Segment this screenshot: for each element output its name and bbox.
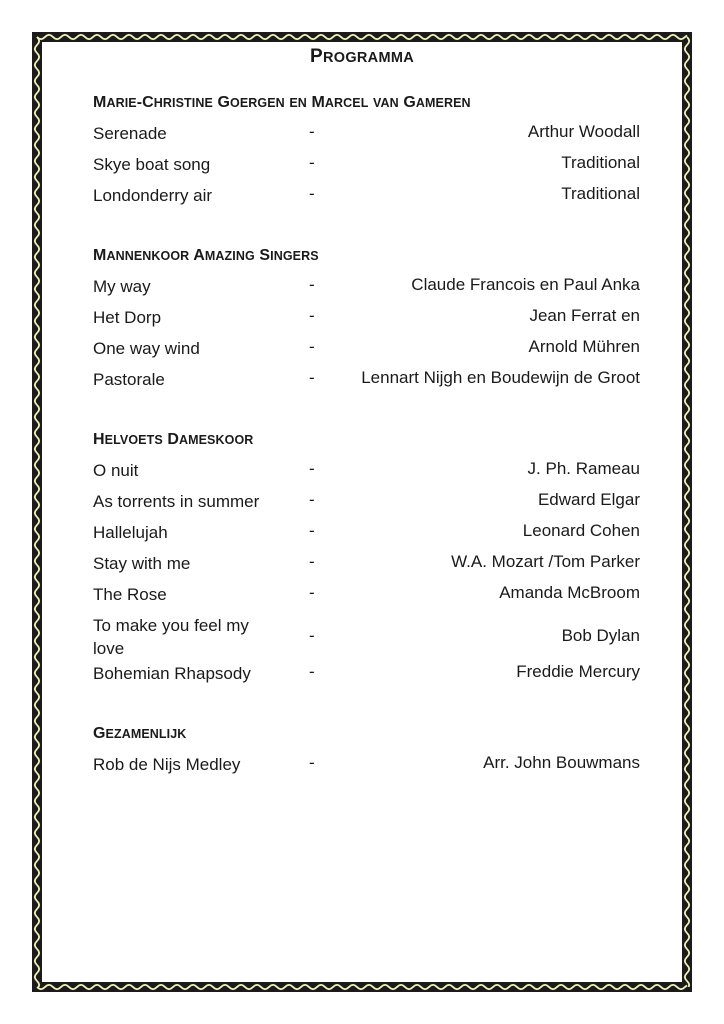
song-title: One way wind [93, 339, 200, 358]
composer: W.A. Mozart /Tom Parker [451, 552, 640, 571]
section-heading: HELVOETS DAMESKOOR [93, 431, 254, 448]
programme-item [93, 521, 640, 552]
programme-item [93, 153, 640, 184]
separator-dash: - [309, 275, 315, 294]
song-title: Pastorale [93, 370, 165, 389]
section-heading: MARIE-CHRISTINE GOERGEN EN MARCEL VAN GAMEREN [93, 94, 471, 111]
song-title: Serenade [93, 124, 167, 143]
page-title: PROGRAMMA [310, 46, 414, 67]
composer: J. Ph. Rameau [527, 459, 640, 478]
separator-dash: - [309, 306, 315, 325]
border-wave-right [685, 37, 689, 987]
separator-dash: - [309, 459, 315, 478]
song-title: Het Dorp [93, 308, 162, 327]
song-title: O nuit [93, 461, 139, 480]
composer: Arnold Mühren [528, 337, 640, 356]
composer: Amanda McBroom [499, 583, 640, 602]
programme-item [93, 337, 640, 368]
border-wave-bottom [37, 985, 687, 989]
separator-dash: - [309, 337, 315, 356]
song-title: Hallelujah [93, 523, 168, 542]
separator-dash: - [309, 490, 315, 509]
programme-item [93, 459, 640, 490]
separator-dash: - [309, 153, 315, 172]
programme-item [93, 753, 640, 784]
composer: Arr. John Bouwmans [483, 753, 640, 772]
composer: Lennart Nijgh en Boudewijn de Groot [361, 368, 640, 387]
border-wave-left [35, 37, 39, 987]
border-wave-top [37, 35, 687, 39]
programme-item [93, 662, 640, 693]
song-title: Stay with me [93, 554, 191, 573]
separator-dash: - [309, 122, 315, 141]
separator-dash: - [309, 368, 315, 387]
song-title: Rob de Nijs Medley [93, 755, 241, 774]
separator-dash: - [309, 662, 315, 681]
song-title: Londonderry air [93, 186, 213, 205]
separator-dash: - [309, 184, 315, 203]
programme-item [93, 275, 640, 306]
song-title: Bohemian Rhapsody [93, 664, 251, 683]
separator-dash: - [309, 753, 315, 772]
composer: Jean Ferrat en [529, 306, 640, 325]
separator-dash: - [309, 552, 315, 571]
section-heading: GEZAMENLIJK [93, 725, 187, 742]
programme-item [93, 614, 640, 658]
programme-item [93, 583, 640, 614]
composer: Edward Elgar [537, 490, 640, 509]
composer: Traditional [561, 184, 640, 203]
programme-item [93, 552, 640, 583]
song-title: Skye boat song [93, 155, 211, 174]
programme-item [93, 490, 640, 521]
programme-item [93, 368, 640, 399]
song-title: My way [93, 277, 151, 296]
composer: Freddie Mercury [516, 662, 640, 681]
composer: Traditional [561, 153, 640, 172]
programme-item [93, 184, 640, 215]
separator-dash: - [309, 626, 315, 645]
song-title: To make you feel my love [93, 616, 249, 658]
composer: Arthur Woodall [527, 122, 640, 141]
song-title: The Rose [93, 585, 167, 604]
composer: Claude Francois en Paul Anka [411, 275, 640, 294]
composer: Bob Dylan [561, 626, 640, 645]
song-title: As torrents in summer [93, 492, 260, 511]
composer: Leonard Cohen [522, 521, 640, 540]
programme-item [93, 306, 640, 337]
section-heading: MANNENKOOR AMAZING SINGERS [93, 247, 319, 264]
programme-item [93, 122, 640, 153]
separator-dash: - [309, 521, 315, 540]
separator-dash: - [309, 583, 315, 602]
